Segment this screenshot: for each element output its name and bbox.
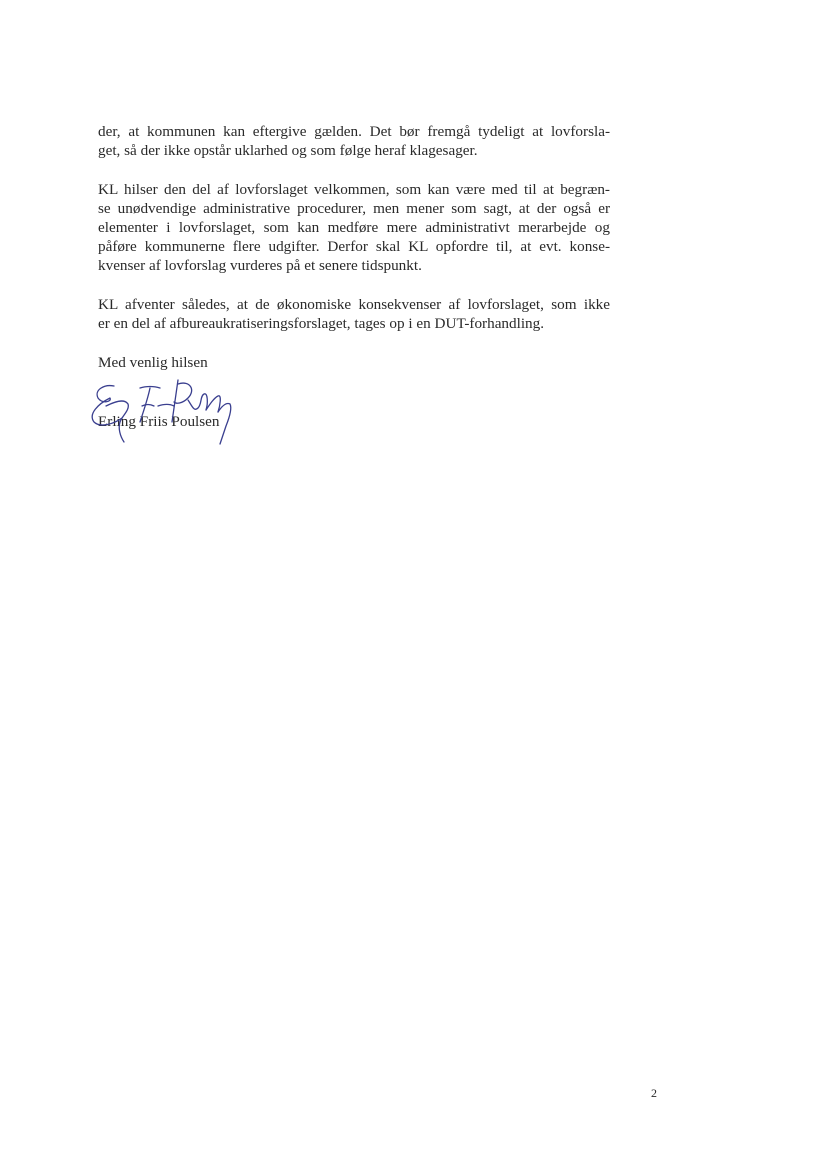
text-line: kvenser af lovforslag vurderes på et senere tidspunkt.: [98, 257, 422, 274]
paragraph-1: [98, 122, 610, 160]
letter-body: [98, 122, 610, 436]
closing-salutation: Med venlig hilsen: [98, 354, 208, 371]
text-line: KL afventer således, at de økonomiske konsekvenser af lovforslaget, som ikke: [98, 296, 610, 313]
text-line: get, så der ikke opstår uklarhed og som følge heraf klagesager.: [98, 142, 478, 159]
text-line: er en del af afbureaukratiseringsforslaget, tages op i en DUT-forhandling.: [98, 315, 545, 332]
paragraph-3: [98, 295, 610, 333]
signature-block: [98, 376, 610, 436]
paragraph-2: [98, 180, 610, 275]
text-line: påføre kommunerne flere udgifter. Derfor skal KL opfordre til, at evt. konse-: [98, 238, 610, 255]
page-number: 2: [651, 1086, 657, 1100]
text-line: der, at kommunen kan eftergive gælden. Det bør fremgå tydeligt at lovforsla-: [98, 123, 610, 140]
text-line: KL hilser den del af lovforslaget velkommen, som kan være med til at begræn-: [98, 181, 610, 198]
handwritten-signature: [84, 376, 244, 448]
text-line: elementer i lovforslaget, som kan medføre mere administrativt merarbejde og: [98, 219, 610, 236]
signer-name: Erling Friis Poulsen: [98, 413, 220, 430]
text-line: se unødvendige administrative procedurer, men mener som sagt, at der også er: [98, 200, 610, 217]
